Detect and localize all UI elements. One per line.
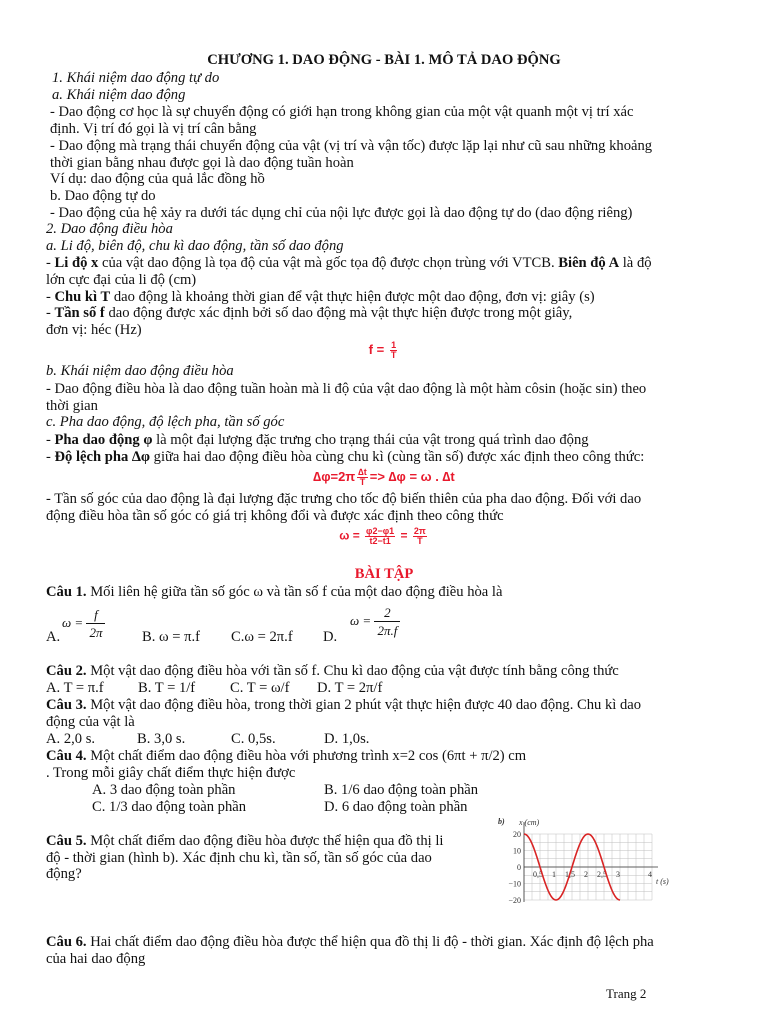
term-bien-do: Biên độ A <box>558 255 620 271</box>
page-number: Trang 2 <box>606 986 647 1001</box>
option-3d: D. 1,0s. <box>324 731 370 747</box>
definition-tan-so: - Tần số f dao động được xác định bởi số dao động mà vật thực hiện được trong một giây, <box>46 305 573 321</box>
option-3c: C. 0,5s. <box>231 731 276 747</box>
question-4: Câu 4. Một chất điểm dao động điều hòa với phương trình x=2 cos (6πt + π/2) cm <box>46 748 527 764</box>
y-tick-label: −20 <box>508 896 521 905</box>
question-6: Câu 6. Hai chất điểm dao động điều hòa được thể hiện qua đồ thị li độ - thời gian. Xác định độ lệch pha <box>46 934 654 950</box>
paragraph-text: định. Vị trí đó gọi là vị trí cân bằng <box>50 121 257 137</box>
exercises-heading: BÀI TẬP <box>354 566 414 582</box>
paragraph-text: - Dao động của hệ xảy ra dưới tác dụng chỉ của nội lực được gọi là dao động tự do (dao động riêng) <box>50 205 633 221</box>
x-tick-label: 4 <box>648 870 652 879</box>
question-3: Câu 3. Một vật dao động điều hòa, trong thời gian 2 phút vật thực hiện được 40 dao động. Chu kì dao <box>46 697 642 713</box>
option-4c: C. 1/3 dao động toàn phần <box>92 799 247 815</box>
option-1d-label: D. <box>323 629 338 645</box>
question-1: Câu 1. Mối liên hệ giữa tần số góc ω và tần số f của một dao động điều hòa là <box>46 584 503 600</box>
term-pha-dao-dong: Pha dao động φ <box>54 432 153 448</box>
x-tick-label: 1 <box>552 870 556 879</box>
section-1a-heading: a. Khái niệm dao động <box>52 87 186 103</box>
chart-y-axis-label: x (cm) <box>519 818 540 827</box>
question-label: Câu 1. <box>46 584 87 600</box>
paragraph-text: thời gian <box>46 398 98 414</box>
option-3a: A. 2,0 s. <box>46 731 96 747</box>
question-label: Câu 3. <box>46 697 87 713</box>
term-li-do: Li độ x <box>54 255 99 271</box>
section-2c-heading: c. Pha dao động, độ lệch pha, tần số góc <box>46 414 285 430</box>
x-tick-label: 3 <box>616 870 620 879</box>
formula-frequency: f = $\frac{1}{T}$ <box>368 340 397 361</box>
section-1-heading: 1. Khái niệm dao động tự do <box>52 70 220 86</box>
question-label: Câu 2. <box>46 663 87 679</box>
x-tick-label: 2,5 <box>597 870 607 879</box>
question-label: Câu 5. <box>46 833 87 849</box>
section-2a-heading: a. Li độ, biên độ, chu kì dao động, tần số dao động <box>46 238 344 254</box>
option-1a-label: A. <box>46 629 61 645</box>
term-tan-so: Tần số f <box>54 305 105 321</box>
example-text: Ví dụ: dao động của quả lắc đồng hồ <box>50 171 265 187</box>
section-2b-heading: b. Khái niệm dao động điều hòa <box>46 363 234 379</box>
paragraph-text: động điều hòa tần số góc có giá trị không đổi và được xác định theo công thức <box>46 508 504 524</box>
option-2a: A. T = π.f <box>46 680 104 696</box>
displacement-time-chart <box>486 814 676 910</box>
x-tick-label: 0,5 <box>533 870 543 879</box>
paragraph-text: - Dao động điều hòa là dao động tuần hoàn mà li độ của vật dao động là một hàm côsin (hoặc sin) theo <box>46 381 647 397</box>
y-tick-label: 20 <box>513 830 521 839</box>
question-2: Câu 2. Một vật dao động điều hòa với tần số f. Chu kì dao động của vật được tính bằng công thức <box>46 663 619 679</box>
paragraph-text: động của vật là <box>46 714 135 730</box>
chart-panel-label: b) <box>498 817 505 826</box>
option-4a: A. 3 dao động toàn phần <box>92 782 236 798</box>
paragraph-text: - Tần số góc của dao động là đại lượng đặc trưng cho tốc độ biến thiên của pha dao động. Đối với dao <box>46 491 642 507</box>
section-2-heading: 2. Dao động điều hòa <box>46 221 173 237</box>
definition-pha: - Pha dao động φ là một đại lượng đặc trưng cho trạng thái của vật trong quá trình dao động <box>46 432 589 448</box>
paragraph-text: động? <box>46 866 82 882</box>
option-2c: C. T = ω/f <box>230 680 290 696</box>
definition-do-lech-pha: - Độ lệch pha ∆φ giữa hai dao động điều hòa cùng chu kì (cùng tần số) được xác định theo công thức: <box>46 449 645 465</box>
x-tick-label: 1,5 <box>565 870 575 879</box>
y-tick-label: −10 <box>508 879 521 889</box>
paragraph-text: - Dao động cơ học là sự chuyển động có giới hạn trong không gian của một vật quanh một vị trí xác <box>50 104 634 120</box>
question-label: Câu 6. <box>46 934 87 950</box>
y-tick-label: 10 <box>513 846 521 856</box>
option-3b: B. 3,0 s. <box>137 731 186 747</box>
option-4d: D. 6 dao động toàn phần <box>324 799 468 815</box>
paragraph-text: thời gian bằng nhau được gọi là dao động tuần hoàn <box>50 155 354 171</box>
paragraph-text: độ - thời gian (hình b). Xác định chu kì, tần số, tần số góc của dao <box>46 850 432 866</box>
option-1b: B. ω = π.f <box>142 629 201 645</box>
option-2b: B. T = 1/f <box>138 680 196 696</box>
chart-x-axis-label: t (s) <box>656 877 669 886</box>
y-tick-label: 0 <box>517 863 521 872</box>
page-title: CHƯƠNG 1. DAO ĐỘNG - BÀI 1. MÔ TẢ DAO ĐỘNG <box>207 52 561 68</box>
question-label: Câu 4. <box>46 748 87 764</box>
section-1b-heading: b. Dao động tự do <box>50 188 156 204</box>
definition-chu-ki: - Chu kì T dao động là khoảng thời gian để vật thực hiện được một dao động, đơn vị: giây (s) <box>46 289 595 305</box>
term-do-lech-pha: Độ lệch pha ∆φ <box>54 449 150 465</box>
paragraph-text: . Trong mỗi giây chất điểm thực hiện được <box>46 765 296 781</box>
term-chu-ki: Chu kì T <box>54 289 111 305</box>
option-1d-formula: ω = $\frac{2}{2\pi.f}$ <box>350 604 400 639</box>
paragraph-text: lớn cực đại của li độ (cm) <box>46 272 197 288</box>
x-tick-label: 2 <box>584 870 588 879</box>
option-1a-formula: ω = $\frac{f}{2\pi}$ <box>62 606 105 641</box>
paragraph-text: đơn vị: héc (Hz) <box>46 322 142 338</box>
question-5: Câu 5. Một chất điểm dao động điều hòa được thể hiện qua đồ thị li <box>46 833 444 849</box>
formula-phase-difference: ∆φ=2π $\frac{\Delta t}{T}$ => ∆φ = ω . ∆t <box>313 467 455 488</box>
formula-angular-frequency: ω = $\frac{\varphi 2-\varphi 1}{t2-t1}$ = $\frac{2\pi}{T}$ <box>339 526 426 546</box>
option-4b: B. 1/6 dao động toàn phần <box>324 782 479 798</box>
paragraph-text: của hai dao động <box>46 951 146 967</box>
option-2d: D. T = 2π/f <box>317 680 383 696</box>
option-1c: C.ω = 2π.f <box>231 629 293 645</box>
definition-li-do: - Li độ x của vật dao động là tọa độ của vật mà gốc tọa độ được chọn trùng với VTCB. Biên độ A là độ <box>46 255 652 271</box>
paragraph-text: - Dao động mà trạng thái chuyển động của vật (vị trí và vận tốc) được lặp lại như cũ sau những khoảng <box>50 138 653 154</box>
